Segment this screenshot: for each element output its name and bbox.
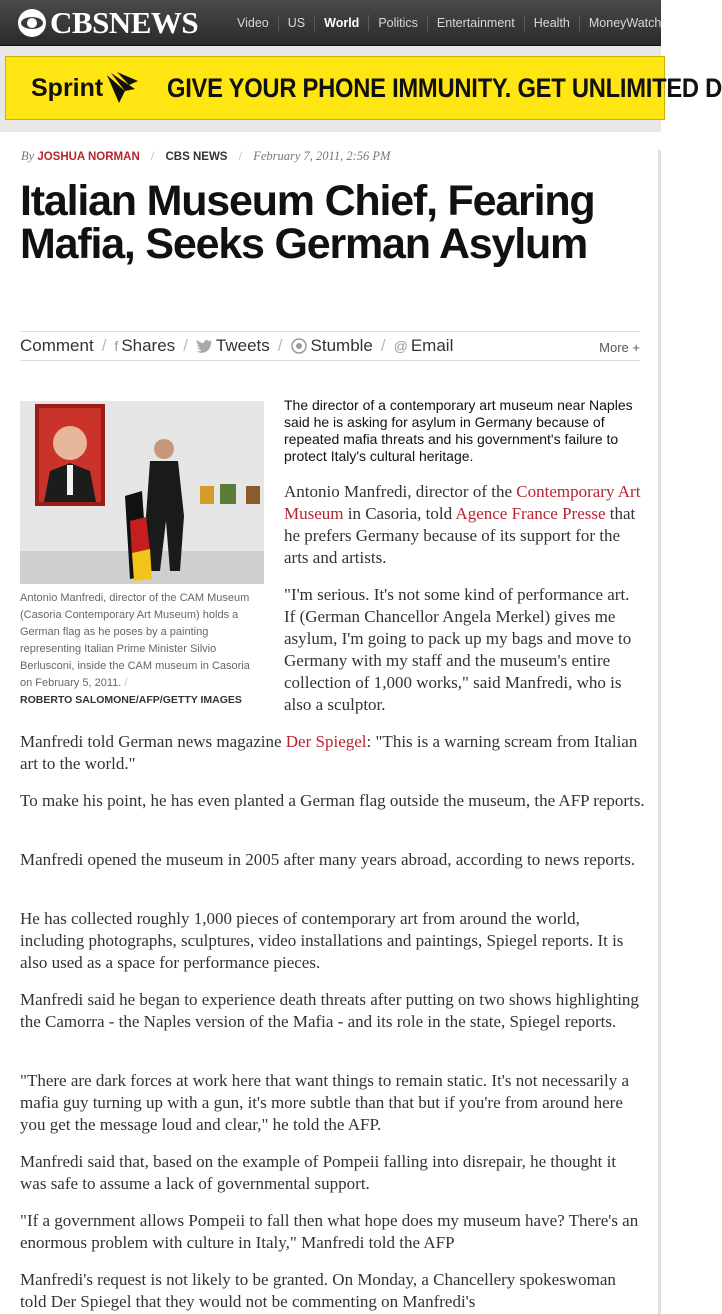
facebook-share-button[interactable]	[114, 336, 175, 356]
article-headline: Italian Museum Chief, Fearing Mafia, Seeks German Asylum	[20, 177, 595, 268]
publish-date: February 7, 2011, 2:56 PM	[253, 149, 391, 163]
nav-item-entertainment[interactable]: Entertainment	[427, 15, 524, 31]
stumbleupon-icon	[291, 338, 307, 354]
article-photo[interactable]	[20, 401, 264, 584]
twitter-bird-icon	[196, 339, 213, 353]
author-link[interactable]: JOSHUA NORMAN	[37, 151, 140, 163]
paragraph: Manfredi opened the museum in 2005 after many years abroad, according to news reports.	[20, 850, 636, 869]
sprint-pin-icon	[105, 71, 139, 105]
paragraph	[284, 481, 644, 569]
byline	[21, 149, 390, 164]
photo-credit: ROBERTO SALOMONE/AFP/GETTY IMAGES	[20, 694, 242, 706]
share-separator: /	[277, 336, 283, 355]
paragraph: "There are dark forces at work here that want things to remain static. It's not necessarily a mafia guy turning up with a gun, it's more subtle than that but if you're from around here you get the message loud and clear," he told the AFP.	[20, 1071, 630, 1134]
paragraph-text: : "This is a warning scream from Italian art to the world."	[20, 732, 638, 773]
stumble-button[interactable]	[291, 336, 373, 356]
ad-brand: Sprint	[31, 73, 104, 102]
right-rail-edge	[658, 150, 661, 1314]
comment-label: Comment	[20, 336, 94, 355]
photo-illustration	[20, 401, 264, 584]
paragraph-text: in Casoria, told	[343, 504, 456, 523]
share-separator: /	[380, 336, 386, 355]
tweets-label: Tweets	[215, 336, 270, 355]
ad-headline: GIVE YOUR PHONE IMMUNITY. GET UNLIMITED D	[167, 72, 722, 103]
shares-label: Shares	[121, 336, 176, 355]
paragraph: "If a government allows Pompeii to fall then what hope does my museum have? There's an enormous problem with culture in Italy," Manfredi told the AFP	[20, 1211, 639, 1252]
email-label: Email	[410, 336, 454, 355]
sprint-ad-banner[interactable]	[5, 56, 722, 120]
paragraph-text: that he prefers Germany because of its support for the arts and artists.	[284, 504, 636, 567]
article-summary: The director of a contemporary art museum near Naples said he is asking for asylum in Germany because of repeated mafia threats and his government's failure to protect Italy's cultural heritage.	[284, 397, 633, 464]
caption-text: Antonio Manfredi, director of the CAM Museum (Casoria Contemporary Art Museum) holds a German flag as he poses by a painting representing Italian Prime Minister Silvio Berlusconi, inside the CAM museum in Casoria on February 5, 2011.	[20, 592, 250, 689]
paragraph: Manfredi said he began to experience death threats after putting on two shows highlighting the Camorra - the Naples version of the Mafia - and its role in the state, Spiegel reports.	[20, 990, 639, 1031]
byline-prefix: By	[21, 149, 35, 163]
at-sign-icon: @	[393, 338, 408, 354]
photo-caption	[20, 590, 260, 709]
paragraph-text: Manfredi told German news magazine	[20, 732, 286, 751]
facebook-icon: f	[114, 338, 119, 354]
share-separator: /	[101, 336, 107, 355]
paragraph: To make his point, he has even planted a German flag outside the museum, the AFP reports.	[20, 791, 645, 810]
paragraph: He has collected roughly 1,000 pieces of contemporary art from around the world, including photographs, sculptures, video installations and paintings, Spiegel reports. It is also used as a space for performance pieces.	[20, 909, 624, 972]
paragraph-text: Antonio Manfredi, director of the	[284, 482, 517, 501]
cbs-eye-icon	[18, 9, 46, 37]
paragraph: Manfredi said that, based on the example of Pompeii falling into disrepair, he thought it was safe to assume a lack of governmental support.	[20, 1152, 617, 1193]
caption-separator: /	[124, 677, 128, 689]
comment-button[interactable]	[20, 336, 94, 356]
nav-item-us[interactable]: US	[278, 15, 314, 31]
nav-menu	[228, 0, 670, 46]
der-spiegel-link[interactable]: Der Spiegel	[285, 732, 367, 751]
email-button[interactable]	[394, 336, 454, 356]
byline-separator: /	[238, 149, 243, 163]
nav-item-world[interactable]: World	[314, 15, 368, 31]
byline-separator: /	[150, 149, 155, 163]
sprint-logo	[31, 71, 139, 105]
share-bar	[20, 331, 640, 361]
contemporary-art-museum-link[interactable]: Contemporary Art Museum	[284, 482, 641, 523]
cbs-news-logo[interactable]	[18, 6, 198, 40]
stumble-label: Stumble	[310, 336, 373, 355]
paragraph: "I'm serious. It's not some kind of performance art. If (German Chancellor Angela Merkel) gives me asylum, I'm going to pack up my bags and move to Germany with my staff and the museum's entire collection of 1,000 works," said Manfredi, who is also a sculptor.	[284, 585, 632, 714]
share-separator: /	[183, 336, 188, 355]
top-nav	[0, 0, 661, 46]
tweet-button[interactable]	[196, 336, 270, 356]
nav-item-moneywatch[interactable]: MoneyWatch	[579, 15, 670, 31]
nav-item-video[interactable]: Video	[237, 16, 269, 30]
nav-item-politics[interactable]: Politics	[368, 15, 427, 31]
nav-item-health[interactable]: Health	[524, 15, 579, 31]
paragraph	[20, 731, 645, 775]
ad-container	[0, 46, 722, 132]
paragraph: Manfredi's request is not likely to be granted. On Monday, a Chancellery spokeswoman told Der Spiegel that they would not be commenting on Manfredi's	[20, 1270, 616, 1311]
source-label: CBS NEWS	[165, 151, 228, 163]
more-share-button[interactable]: More +	[599, 340, 640, 355]
logo-text: CBSNEWS	[50, 5, 199, 40]
agence-france-presse-link[interactable]: Agence France Presse	[455, 504, 606, 523]
